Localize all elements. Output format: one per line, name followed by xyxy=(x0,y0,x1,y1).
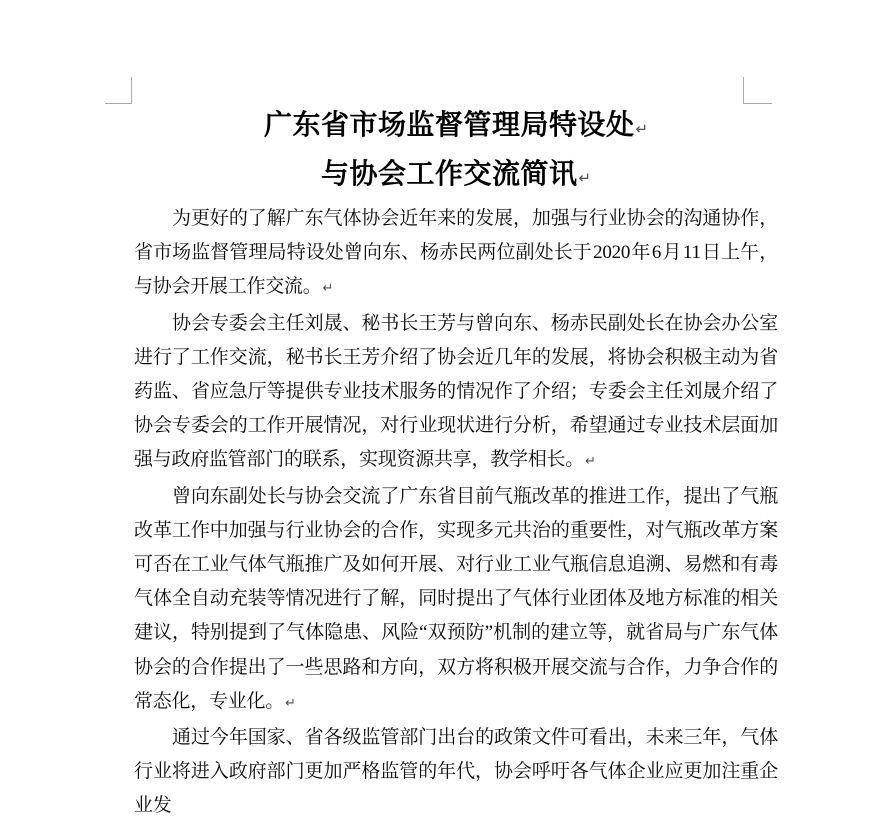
body-paragraph-1[interactable] xyxy=(134,202,778,307)
document-title[interactable] xyxy=(134,103,778,201)
paragraph-text: 为更好的了解广东气体协会近年来的发展，加强与行业协会的沟通协作，省市场监督管理局特设处曾向东、杨赤民两位副处长于 2020 年 6 月 11 日上午，与协会开展工作交流。 xyxy=(134,208,778,298)
paragraph-return-mark: ↵ xyxy=(635,120,649,138)
paragraph-text: 曾向东副处长与协会交流了广东省目前气瓶改革的推进工作，提出了气瓶改革工作中加强与行业协会的合作，实现多元共治的重要性，对气瓶改革方案可否在工业气体气瓶推广及如何开展、对行业工业气瓶信息追溯、易燃和有毒气体全自动充装等情况进行了解，同时提出了气体行业团体及地方标准的相关建议，特别提到了气体隐患、风险“双预防”机制的建立等，就省局与广东气体协会的合作提出了一些思路和方向，双方将积极开展交流与合作，力争合作的常态化，专业化。 xyxy=(134,485,778,712)
document-title-line-1[interactable] xyxy=(134,103,778,152)
document-text-area[interactable] xyxy=(134,103,778,826)
body-paragraph-2[interactable] xyxy=(134,307,778,480)
text-boundary-mark-top-left xyxy=(105,77,132,104)
paragraph-text: 协会专委会主任刘晟、秘书长王芳与曾向东、杨赤民副处长在协会办公室进行了工作交流，秘书长王芳介绍了协会近几年的发展，将协会积极主动为省药监、省应急厅等提供专业技术服务的情况作了介绍；专委会主任刘晟介绍了协会专委会的工作开展情况，对行业现状进行分析，希望通过专业技术层面加强与政府监管部门的联系，实现资源共享，教学相长。 xyxy=(134,312,778,471)
paragraph-return-mark: ↵ xyxy=(578,169,592,187)
title-line-2-text: 与协会工作交流简讯 xyxy=(320,159,578,190)
document-title-line-2[interactable] xyxy=(134,152,778,201)
text-boundary-mark-top-right xyxy=(743,77,772,104)
paragraph-return-mark: ↵ xyxy=(585,454,596,470)
body-paragraph-3[interactable] xyxy=(134,480,778,721)
title-line-1-text: 广东省市场监督管理局特设处 xyxy=(263,110,635,141)
body-paragraph-4[interactable] xyxy=(134,721,778,826)
paragraph-return-mark: ↵ xyxy=(285,695,296,711)
paragraph-text: 通过今年国家、省各级监管部门出台的政策文件可看出，未来三年，气体行业将进入政府部门更加严格监管的年代，协会呼吁各气体企业应更加注重企业发 xyxy=(134,727,778,817)
paragraph-return-mark: ↵ xyxy=(322,281,334,297)
